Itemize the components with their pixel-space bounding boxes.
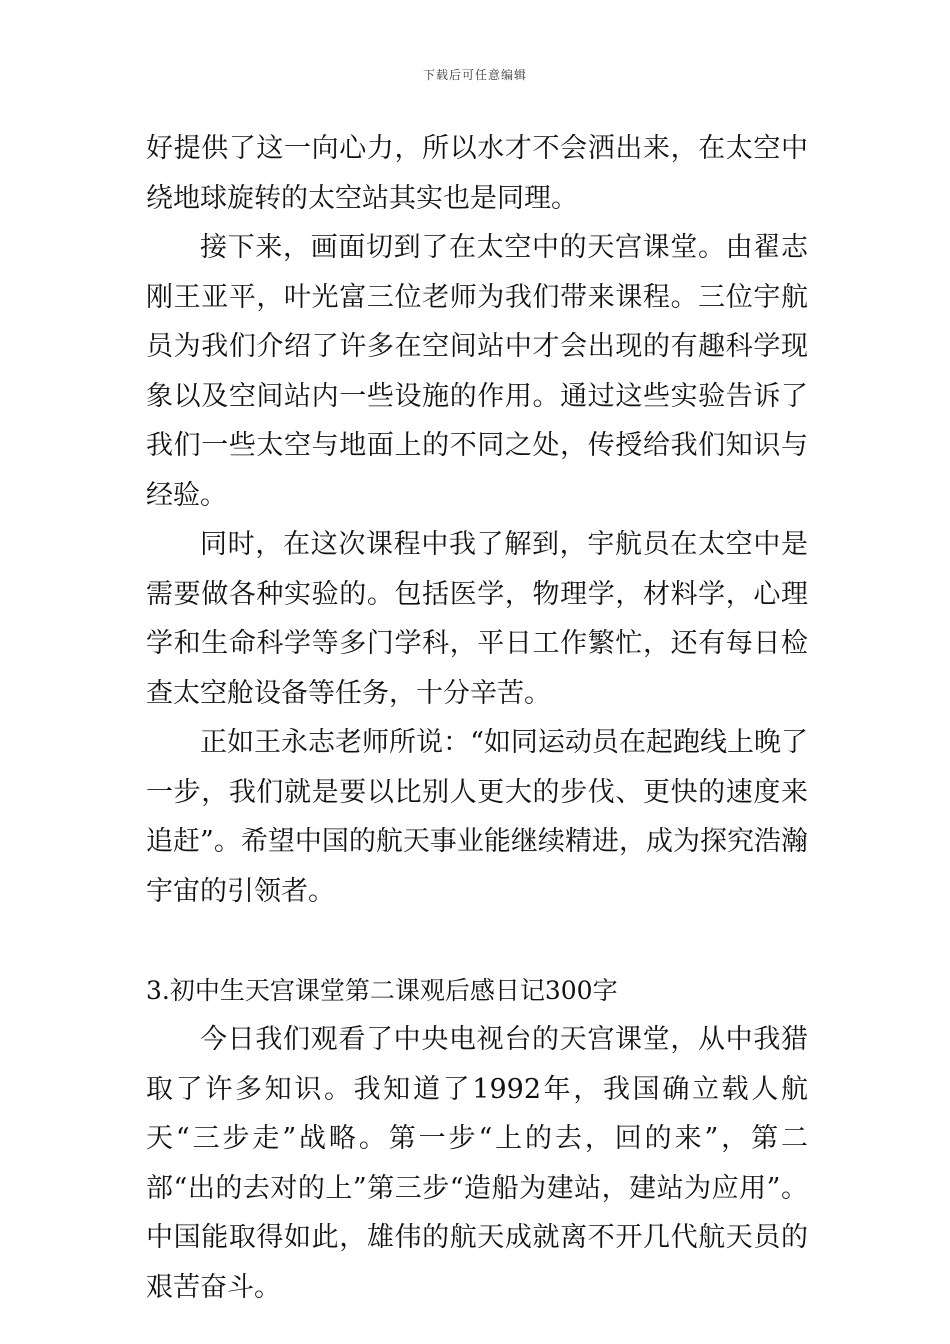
paragraph: 今日我们观看了中央电视台的天宫课堂，从中我猎取了许多知识。我知道了1992年，我国确立载人航天“三步走”战略。第一步“上的去，回的来”，第二部“出的去对的上”第三步“造船为建站，建站为应用”。中国能取得如此，雄伟的航天成就离不开几代航天员的艰苦奋斗。	[146, 1024, 808, 1303]
paragraph: 好提供了这一向心力，所以水才不会洒出来，在太空中绕地球旋转的太空站其实也是同理。	[146, 133, 808, 214]
blank-line	[146, 916, 808, 966]
paragraph: 同时，在这次课程中我了解到，宇航员在太空中是需要做各种实验的。包括医学，物理学，材料学，心理学和生命科学等多门学科，平日工作繁忙，还有每日检查太空舱设备等任务，十分辛苦。	[146, 529, 808, 709]
paragraph: 正如王永志老师所说：“如同运动员在起跑线上晚了一步，我们就是要以比别人更大的步伐、更快的速度来追赶”。希望中国的航天事业能继续精进，成为探究浩瀚宇宙的引领者。	[146, 727, 808, 907]
section-title: 3.初中生天宫课堂第二课观后感日记300字	[146, 975, 618, 1005]
document-body	[146, 124, 808, 1312]
paragraph: 接下来，画面切到了在太空中的天宫课堂。由翟志刚王亚平，叶光富三位老师为我们带来课程。三位宇航员为我们介绍了许多在空间站中才会出现的有趣科学现象以及空间站内一些设施的作用。通过这些实验告诉了我们一些太空与地面上的不同之处，传授给我们知识与经验。	[146, 232, 808, 511]
header-note: 下载后可任意编辑	[422, 68, 527, 82]
